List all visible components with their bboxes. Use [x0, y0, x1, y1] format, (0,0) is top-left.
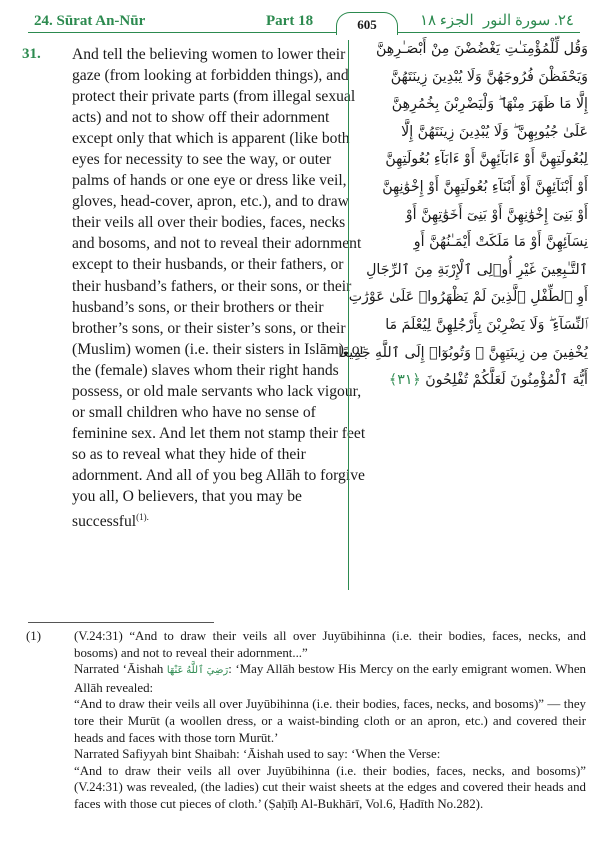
part-label-en: Part 18 [266, 13, 314, 29]
page-header [28, 10, 580, 34]
page-number-tab: 605 [336, 12, 398, 35]
arabic-line: ٱلتَّـٰبِعِينَ غَيْرِ أُو۟لِى ٱلْإِرْبَةِ مِنَ ٱلرِّجَالِ [366, 261, 588, 278]
arabic-line: وَقُل لِّلْمُؤْمِنَـٰتِ يَغْضُضْنَ مِنْ أَبْصَـٰرِهِنَّ [376, 41, 588, 57]
header-rule [28, 32, 580, 33]
arabic-line-last [356, 367, 588, 395]
arabic-line: يُخْفِينَ مِن زِينَتِهِنَّ ۚ وَتُوبُوٓا۟ إِلَى ٱللَّهِ جَمِيعًا [338, 344, 588, 361]
footnote-separator [28, 622, 214, 623]
arabic-line: أَوِ ٱلطِّفْلِ ٱلَّذِينَ لَمْ يَظْهَرُوا۟ عَلَىٰ عَوْرَٰتِ [348, 289, 588, 306]
verse-text [72, 44, 367, 532]
arabic-line: نِسَآئِهِنَّ أَوْ مَا مَلَكَتْ أَيْمَـٰنُهُنَّ أَوِ [413, 234, 588, 251]
footnote-narrator: Narrated ‘Āishah [74, 662, 164, 677]
footnote-paragraph: (V.24:31) “And to draw their veils all over Juyūbihinna (i.e. their bodies, faces, necks, and bosoms) and not to reveal their adornment...” [74, 629, 586, 660]
arabic-line: إِلَّا مَا ظَهَرَ مِنْهَا ۖ وَلْيَضْرِبْنَ بِخُمُرِهِنَّ [391, 96, 588, 113]
footnote-paragraph-narration [74, 661, 586, 696]
footnote-paragraph: “And to draw their veils all over Juyūbihinna (i.e. their bodies, faces, necks, and bosoms)” — they tore their Murūt (a woollen dress, or a waist-binding cloth or an apron, etc.) and covered their heads and faces with those torn Murūt.’ [74, 697, 586, 745]
arabic-line: عَلَىٰ جُيُوبِهِنَّ ۖ وَلَا يُبْدِينَ زِينَتَهُنَّ إِلَّا [401, 123, 588, 140]
ayah-number-marker: ﴿٣١﴾ [388, 372, 421, 389]
arabic-line: أَوْ أَبْنَآئِهِنَّ أَوْ أَبْنَآءِ بُعُولَتِهِنَّ أَوْ إِخْوَٰنِهِنَّ [382, 178, 588, 195]
column-divider [348, 40, 349, 590]
surah-title-ar: ٢٤. سورة النور [482, 13, 574, 29]
arabic-line: أَوْ بَنِىٓ إِخْوَٰنِهِنَّ أَوْ بَنِىٓ أَخَوَٰتِهِنَّ أَوْ [405, 206, 588, 223]
footnote-paragraph: “And to draw their veils all over Juyūbihinna (i.e. their bodies, faces, necks, and bosoms)” (V.24:31) was revealed, (the ladies) cut their waist sheets at the edges and covered their heads and faces with those cut pieces of cloth.’ (Ṣaḥīḥ Al-Bukhārī, Vol.6, Ḥadīth No.282). [74, 763, 586, 811]
arabic-line: وَيَحْفَظْنَ فُرُوجَهُنَّ وَلَا يُبْدِينَ زِينَتَهُنَّ [390, 68, 588, 85]
arabic-line-text: أَيُّهَ ٱلْمُؤْمِنُونَ لَعَلَّكُمْ تُفْلِحُونَ [425, 372, 588, 389]
footnote-reference[interactable]: (1). [136, 512, 149, 523]
footnote-narration-text: : ‘May Allāh bestow His Mercy on the early emigrant women. When Allāh revealed: [74, 662, 587, 695]
surah-title-en: 24. Sūrat An-Nūr [34, 13, 146, 29]
arabic-line: لِبُعُولَتِهِنَّ أَوْ ءَابَآئِهِنَّ أَوْ ءَابَآءِ بُعُولَتِهِنَّ [385, 151, 588, 168]
juz-label-ar: الجزء ١٨ [420, 13, 474, 29]
verse-body: And tell the believing women to lower their gaze (from looking at forbidden things), and protect their private parts (from illegal sexual acts) and not to show off their adornment except only that which is apparent (like both eyes for necessity to see the way, or outer palms of hands or one eye or dress like veil, gloves, head-cover, apron, etc.), and to draw their veils all over their bodies, faces, necks and bosoms, and not to reveal their adornment except to their husbands, or their fathers, or their husband’s fathers, or their sons, or their husband’s sons, or their brothers or their brother’s sons, or their sister’s sons, or their (Muslim) women (i.e. their sisters in Islām), or the (female) slaves whom their right hands possess, or old male servants who lack vigour, or small children who have no sense of feminine sex. And let them not stamp their feet so as to reveal what they hide of their adornment. And all of you beg Allāh to forgive you all, O believers, that you may be successful [72, 46, 366, 531]
verse-number: 31. [22, 46, 41, 62]
footnote-number: (1) [26, 629, 42, 643]
honorific-ar: رَضِيَ ٱللَّهُ عَنْهَا [166, 665, 229, 677]
footnote-paragraph: Narrated Safiyyah bint Shaibah: ‘Āishah used to say: ‘When the Verse: [74, 747, 441, 762]
arabic-line: ٱلنِّسَآءِ ۖ وَلَا يَضْرِبْنَ بِأَرْجُلِهِنَّ لِيُعْلَمَ مَا [385, 316, 588, 333]
arabic-verse [338, 36, 588, 395]
footnote-body [74, 628, 586, 813]
